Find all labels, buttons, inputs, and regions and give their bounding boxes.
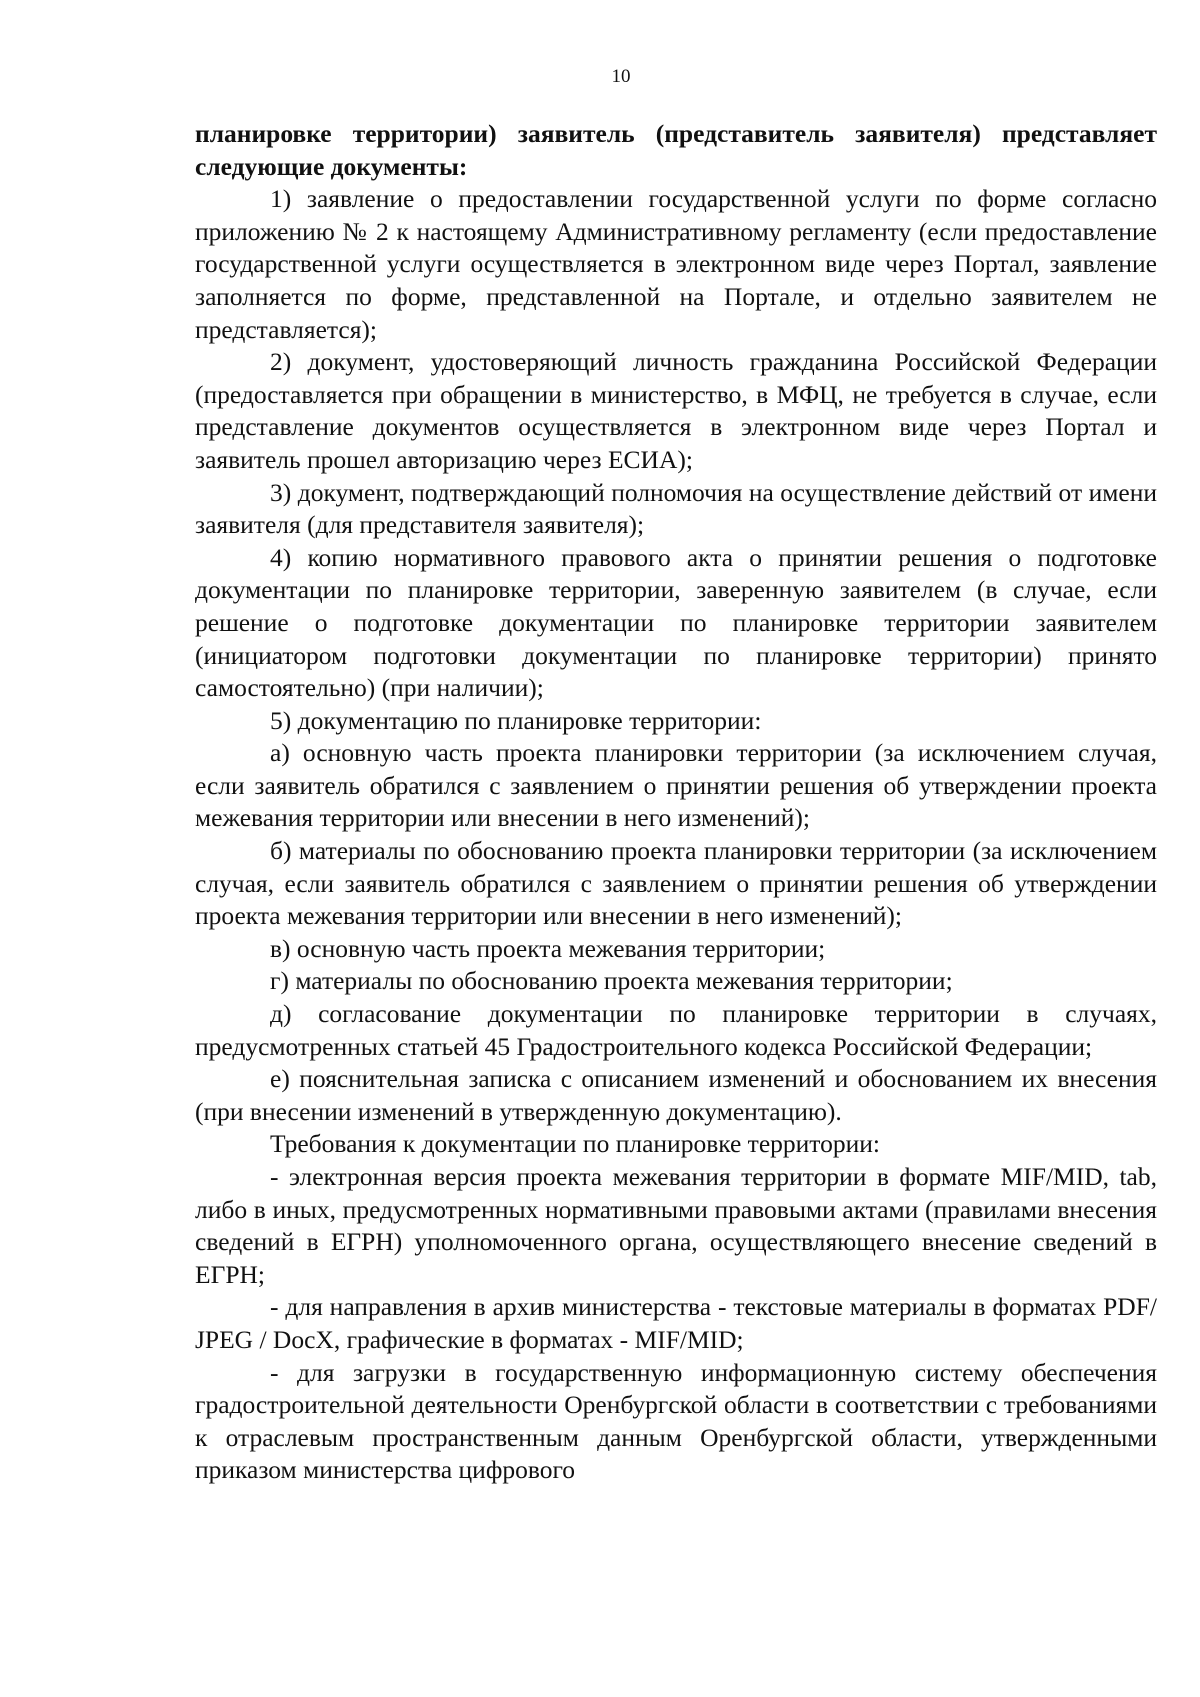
paragraph: - для направления в архив министерства - текстовые материалы в форматах PDF/ JPEG / DocX, графические в форматах - MIF/MID; [195,1292,1157,1354]
paragraph: - для загрузки в государственную информационную систему обеспечения градостроительной деятельности Оренбургской области в соответствии с требованиями к отраслевым пространственным данным Оренбургской области, утвержденными приказом министерства цифрового [195,1357,1157,1485]
paragraph: 2) документ, удостоверяющий личность гражданина Российской Федерации (предоставляется при обращении в министерство, в МФЦ, не требуется в случае, если представление документов осуществляется в электронном виде через Портал и заявитель прошел авторизацию через ЕСИА); [195,347,1157,474]
paragraph: е) пояснительная записка с описанием изменений и обоснованием их внесения (при внесении изменений в утвержденную документацию). [195,1064,1157,1126]
paragraph: Требования к документации по планировке территории: [270,1129,880,1159]
paragraph: б) материалы по обоснованию проекта планировки территории (за исключением случая, если заявитель обратился с заявлением о принятии решения об утверждении проекта межевания территории или внесении в него изменений); [195,836,1157,931]
paragraph: 3) документ, подтверждающий полномочия на осуществление действий от имени заявителя (для представителя заявителя); [195,477,1157,540]
paragraph: а) основную часть проекта планировки территории (за исключением случая, если заявитель обратился с заявлением о принятии решения об утверждении проекта межевания территории или внесении в него изменений); [195,738,1157,833]
paragraph: - электронная версия проекта межевания территории в формате MIF/MID, tab, либо в иных, предусмотренных нормативными правовыми актами (правилами внесения сведений в ЕГРН) уполномоченного органа, осуществляющего внесение сведений в ЕГРН; [195,1162,1157,1289]
paragraph: планировке территории) заявитель (представитель заявителя) представляет следующие документы: [195,119,1157,181]
paragraph: д) согласование документации по планировке территории в случаях, предусмотренных статьей 45 Градостроительного кодекса Российской Федерации; [195,999,1157,1061]
paragraph: г) материалы по обоснованию проекта межевания территории; [270,966,953,996]
document-body [195,118,1157,1487]
paragraph: 4) копию нормативного правового акта о принятии решения о подготовке документации по планировке территории, заверенную заявителем (в случае, если решение о подготовке документации по планировке территории заявителем (инициатором подготовки документации по планировке территории) принято самостоятельно) (при наличии); [195,542,1157,703]
paragraph: в) основную часть проекта межевания территории; [270,933,826,963]
paragraph: 5) документацию по планировке территории: [270,705,762,735]
page-number: 10 [611,66,631,87]
paragraph: 1) заявление о предоставлении государственной услуги по форме согласно приложению № 2 к настоящему Административному регламенту (если предоставление государственной услуги осуществляется в электронном виде через Портал, заявление заполняется по форме, представленной на Портале, и отдельно заявителем не представляется); [195,184,1157,344]
